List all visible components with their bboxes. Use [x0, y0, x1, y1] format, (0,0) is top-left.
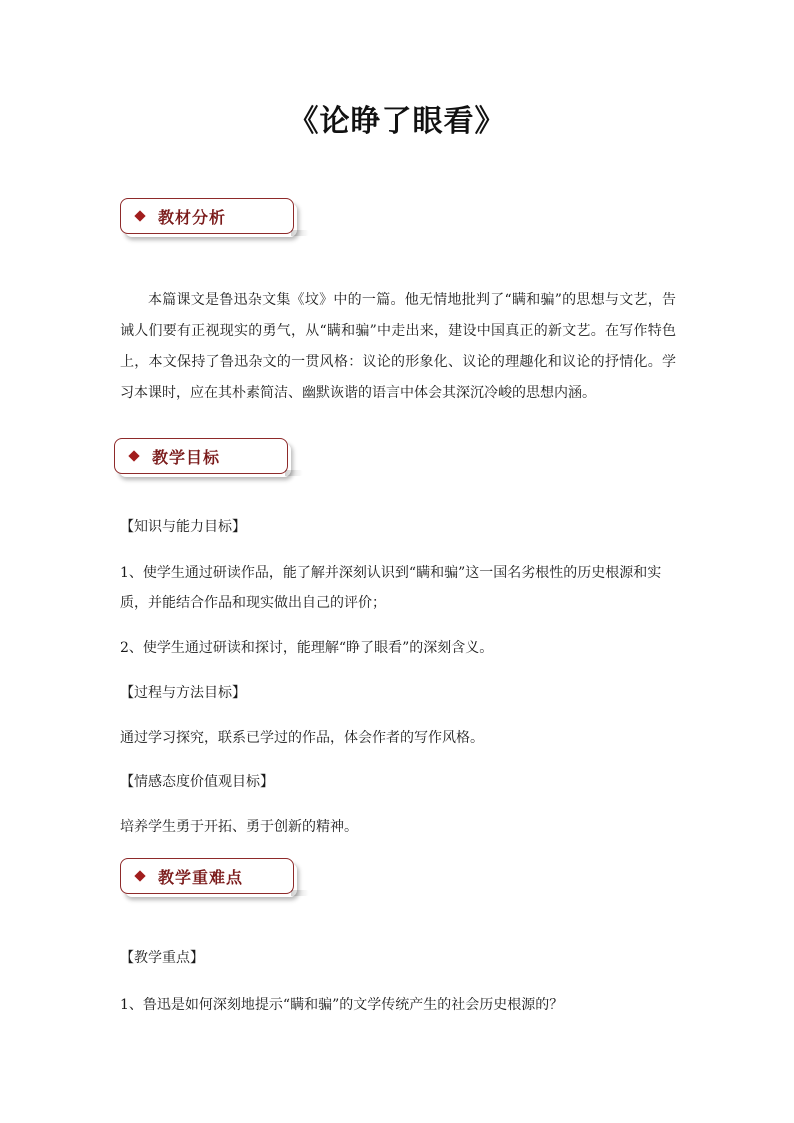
goal-item-2: 2、使学生通过研读和探讨，能理解“睁了眼看”的深刻含义。: [120, 640, 494, 656]
document-title: 《论睁了眼看》: [288, 104, 506, 139]
emotion-goal-label: 【情感态度价值观目标】: [120, 774, 274, 790]
emotion-goal-text: 培养学生勇于开拓、勇于创新的精神。: [120, 819, 358, 835]
diamond-bullet-icon: [134, 210, 145, 221]
section-heading-label: 教学目标: [152, 447, 221, 467]
diamond-bullet-icon: [134, 870, 145, 881]
diamond-bullet-icon: [128, 450, 139, 461]
teaching-focus-label: 【教学重点】: [120, 950, 204, 966]
analysis-paragraph: 本篇课文是鲁迅杂文集《坟》中的一篇。他无情地批判了“瞒和骗”的思想与文艺，告诫人们要有正视现实的勇气，从“瞒和骗”中走出来，建设中国真正的新文艺。在写作特色上，本文保持了鲁迅杂文的一贯风格：议论的形象化、议论的理趣化和议论的抒情化。学习本课时，应在其朴素简洁、幽默诙谐的语言中体会其深沉冷峻的思想内涵。: [120, 292, 676, 401]
section-heading-goals: [114, 438, 288, 474]
section-heading-label: 教学重难点: [158, 867, 244, 887]
process-goal-text: 通过学习探究，联系已学过的作品，体会作者的写作风格。: [120, 730, 484, 746]
section-heading-analysis: [120, 198, 294, 234]
process-goal-label: 【过程与方法目标】: [120, 685, 246, 701]
section-heading-label: 教材分析: [158, 207, 227, 227]
section-heading-key-points: [120, 858, 294, 894]
knowledge-goal-label: 【知识与能力目标】: [120, 519, 246, 535]
goal-item-1-line-2: 质，并能结合作品和现实做出自己的评价；: [120, 595, 386, 611]
teaching-focus-item-1: 1、鲁迅是如何深刻地提示“瞒和骗”的文学传统产生的社会历史根源的？: [120, 997, 564, 1013]
goal-item-1-line-1: 1、使学生通过研读作品，能了解并深刻认识到“瞒和骗”这一国名劣根性的历史根源和实: [120, 565, 662, 581]
